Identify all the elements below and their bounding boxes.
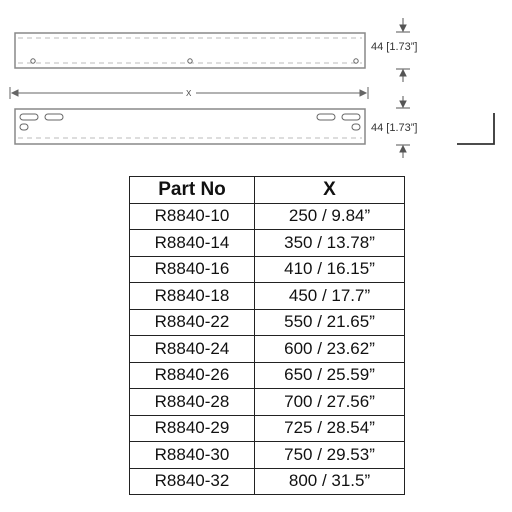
length-cell: 250 / 9.84” [255,203,405,230]
part-number-cell: R8840-14 [130,230,255,257]
table-row [130,309,405,336]
part-dimension-table [129,176,405,495]
part-number-cell: R8840-29 [130,415,255,442]
slot-right-lower [352,124,360,130]
part-number-cell: R8840-30 [130,442,255,469]
part-number-cell: R8840-22 [130,309,255,336]
table-row [130,256,405,283]
length-cell: 800 / 31.5” [255,468,405,495]
bottom-plate-view [15,109,365,144]
length-cell: 410 / 16.15” [255,256,405,283]
top-height-label: 44 [1.73”] [371,41,418,53]
part-number-cell: R8840-18 [130,283,255,310]
table-row [130,468,405,495]
side-profile-l-shape [457,113,494,144]
bottom-height-label: 44 [1.73”] [371,122,418,134]
part-number-cell: R8840-10 [130,203,255,230]
table-row [130,442,405,469]
table-row [130,283,405,310]
header-x: X [255,177,405,204]
length-cell: 700 / 27.56” [255,389,405,416]
bottom-plate-outline [15,109,365,144]
part-number-cell: R8840-28 [130,389,255,416]
table-body [130,203,405,495]
part-number-cell: R8840-24 [130,336,255,363]
slot-left-lower [20,124,28,130]
length-cell: 550 / 21.65” [255,309,405,336]
length-cell: 650 / 25.59” [255,362,405,389]
table-row [130,336,405,363]
length-cell: 725 / 28.54” [255,415,405,442]
slot-right-2 [342,114,360,120]
length-cell: 350 / 13.78” [255,230,405,257]
length-cell: 750 / 29.53” [255,442,405,469]
table-header-row [130,177,405,204]
header-part-no: Part No [130,177,255,204]
table-row [130,362,405,389]
table-row [130,415,405,442]
top-plate-hole-left [31,59,35,63]
table-row [130,203,405,230]
part-number-cell: R8840-32 [130,468,255,495]
length-cell: 450 / 17.7” [255,283,405,310]
table-row [130,389,405,416]
length-label: X [186,89,192,98]
part-number-cell: R8840-26 [130,362,255,389]
part-number-cell: R8840-16 [130,256,255,283]
slot-left-2 [45,114,63,120]
table-row [130,230,405,257]
slot-left-1 [20,114,38,120]
slot-right-1 [317,114,335,120]
length-cell: 600 / 23.62” [255,336,405,363]
top-plate-view [15,33,365,68]
